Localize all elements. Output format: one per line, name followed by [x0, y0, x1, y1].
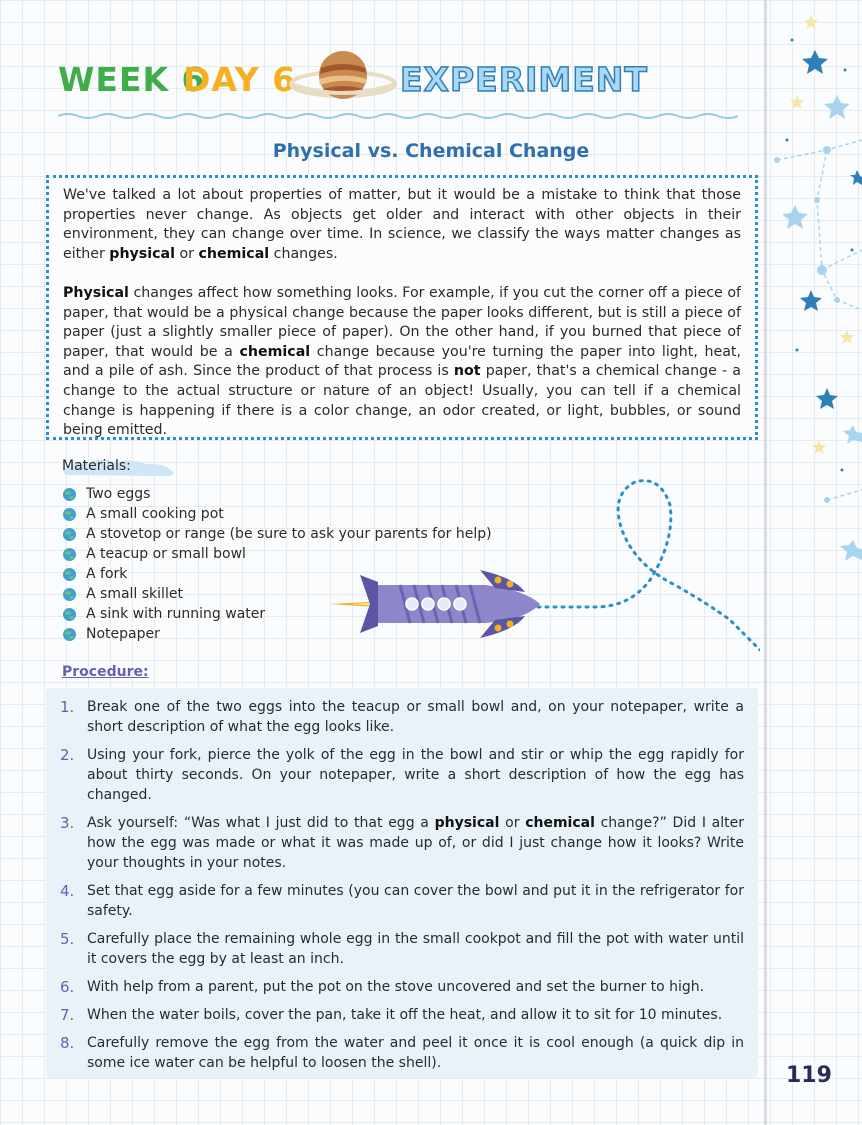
- procedure-step: 8. Carefully remove the egg from the water and peel it once it is cool enough (a quick dip in some ice water can be helpful to loosen the shell).: [60, 1034, 744, 1071]
- materials-label: Materials:: [62, 458, 131, 474]
- ringed-planet-icon: [288, 46, 398, 108]
- list-item: A fork: [63, 564, 492, 584]
- procedure-step: 5. Carefully place the remaining whole egg in the small cookpot and fill the pot with water until it covers the egg by at least an inch.: [60, 930, 744, 967]
- procedure-step: 7. When the water boils, cover the pan, take it off the heat, and allow it to sit for 10 minutes.: [60, 1006, 723, 1024]
- globe-icon: [63, 568, 76, 581]
- globe-icon: [63, 508, 76, 521]
- list-item: A small cooking pot: [63, 504, 492, 524]
- globe-icon: [63, 488, 76, 501]
- star-icon: [782, 15, 862, 561]
- list-item: Two eggs: [63, 484, 492, 504]
- procedure-step: 2. Using your fork, pierce the yolk of the egg in the bowl and stir or whip the egg rapidly for about thirty seconds. On your notepaper, write a short description of how the egg has changed.: [60, 746, 744, 803]
- procedure-step: 3. Ask yourself: “Was what I just did to that egg a physical or chemical change?” Did I alter how the egg was made or what it was made up of, or did I just change how it looks? Write your thoughts in your notes.: [60, 814, 744, 871]
- procedure-step: 1. Break one of the two eggs into the teacup or small bowl and, on your notepaper, write a short description of what the egg looks like.: [60, 698, 744, 735]
- rocket-illustration: [330, 470, 760, 720]
- globe-icon: [63, 528, 76, 541]
- intro-paragraph-2: Physical changes affect how something looks. For example, if you cut the corner off a piece of paper, that would be a physical change because the paper looks different, but is still a piece of paper (just a slightly smaller piece of paper). On the other hand, if you burned that piece of paper, that would be a chemical change because you're turning the paper into light, heat, and a pile of ash. Since the product of that process is not paper, that's a chemical change - a change to the actual structure or nature of an object! Usually, you can tell if a chemical change is happening if there is a color change, an odor created, or light, bubbles, or sound being emitted.: [63, 284, 741, 439]
- globe-icon: [63, 548, 76, 561]
- globe-icon: [63, 628, 76, 641]
- list-item: A stovetop or range (be sure to ask your parents for help): [63, 524, 492, 544]
- title-underline: [58, 112, 738, 120]
- procedure-step: 6. With help from a parent, put the pot on the stove uncovered and set the burner to high.: [60, 978, 705, 996]
- week-label: WEEK 6: [58, 60, 206, 99]
- procedure-step: 4. Set that egg aside for a few minutes (you can cover the bowl and put it in the refrigerator for safety.: [60, 882, 744, 919]
- list-item: Notepaper: [63, 624, 492, 644]
- intro-paragraph-1: We've talked a lot about properties of matter, but it would be a mistake to think that those properties never change. As objects get older and interact with other objects in their environment, they can change over time. In science, we classify the ways matter changes as either physical or chemical changes.: [63, 187, 741, 262]
- constellation-decoration: [767, 0, 862, 1125]
- intro-box: [46, 175, 758, 440]
- list-item: A teacup or small bowl: [63, 544, 492, 564]
- day-label: DAY 6: [183, 60, 297, 99]
- globe-icon: [63, 608, 76, 621]
- procedure-heading: Procedure:: [62, 664, 149, 680]
- list-item: A sink with running water: [63, 604, 492, 624]
- page-header: [58, 54, 758, 114]
- list-item: A small skillet: [63, 584, 492, 604]
- procedure-steps: [60, 697, 744, 1081]
- globe-icon: [63, 588, 76, 601]
- page-subtitle: Physical vs. Chemical Change: [272, 140, 590, 162]
- materials-heading: [60, 455, 180, 479]
- page-number: 119: [786, 1063, 832, 1088]
- experiment-label: EXPERIMENT: [400, 60, 648, 99]
